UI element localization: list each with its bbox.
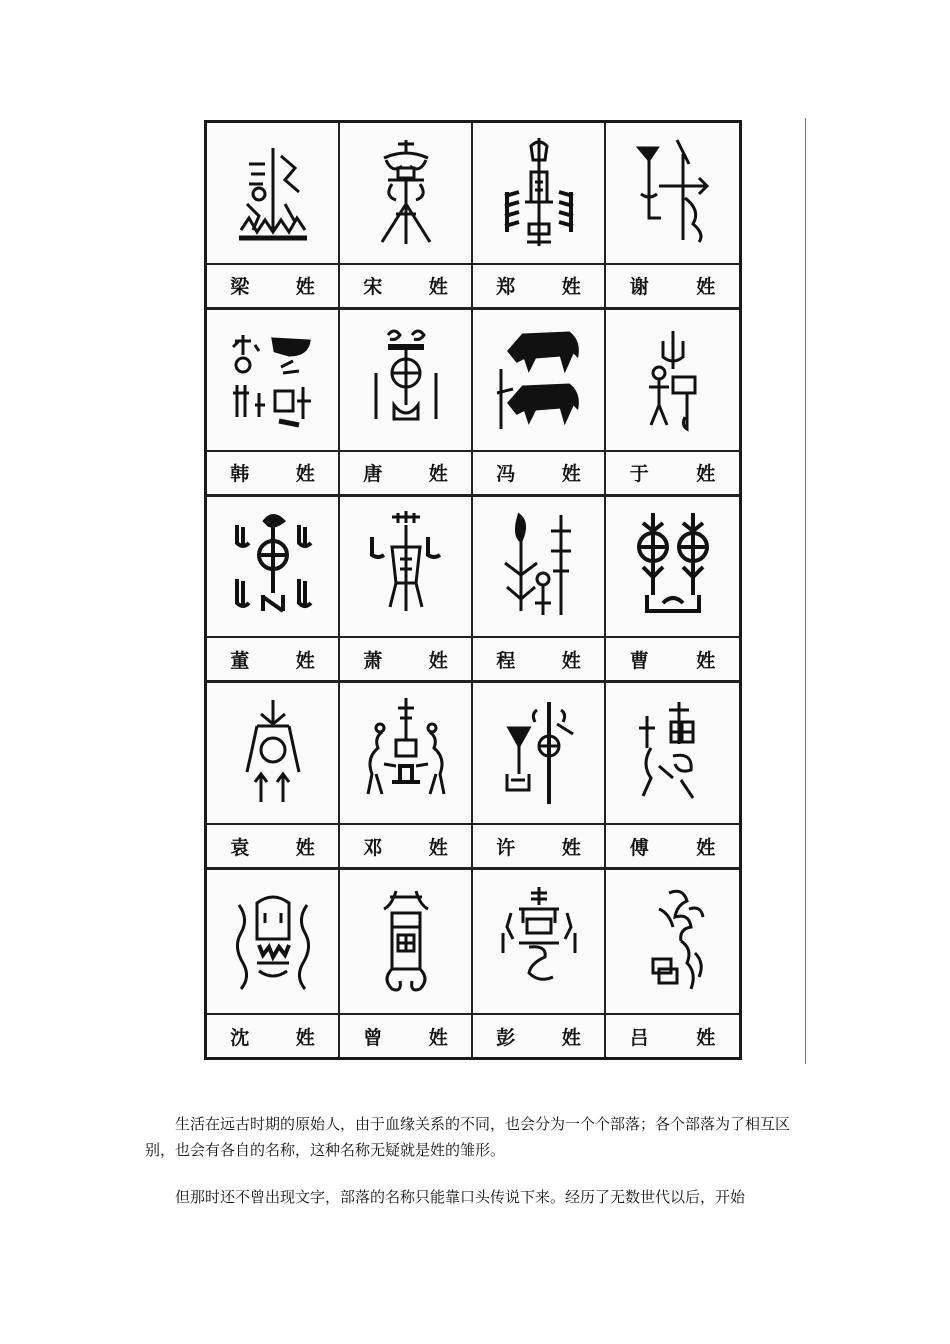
surname-suffix: 姓 — [428, 463, 448, 486]
surname-name: 董 — [230, 649, 250, 672]
surname-name: 郑 — [496, 276, 516, 299]
surname-suffix: 姓 — [561, 276, 581, 299]
surname-suffix: 姓 — [696, 1026, 716, 1049]
surname-suffix: 姓 — [295, 836, 315, 859]
surname-suffix: 姓 — [428, 649, 448, 672]
surname-name: 曾 — [363, 1026, 383, 1049]
glyph-tang-image — [340, 310, 471, 452]
glyph-zeng-image — [340, 870, 471, 1015]
body-paragraph-1: 生活在远古时期的原始人，由于血缘关系的不同，也会分为一个个部落；各个部落为了相互区别，也会有各自的名称，这种名称无疑就是姓的雏形。 — [145, 1115, 791, 1159]
glyph-zheng-image — [473, 123, 604, 265]
glyph-deng-image — [340, 683, 471, 825]
glyph-xu-image — [473, 683, 604, 825]
glyph-lv-image — [606, 870, 739, 1015]
surname-name: 韩 — [230, 463, 250, 486]
glyph-song-image — [340, 123, 471, 265]
glyph-xie-image — [606, 123, 739, 265]
surname-name: 程 — [496, 649, 516, 672]
surname-suffix: 姓 — [295, 463, 315, 486]
glyph-cell-liang — [207, 123, 340, 310]
surname-name: 袁 — [230, 836, 250, 859]
surname-suffix: 姓 — [696, 276, 716, 299]
glyph-xiao-image — [340, 497, 471, 639]
surname-name: 于 — [629, 463, 649, 486]
surname-suffix: 姓 — [696, 836, 716, 859]
surname-name: 宋 — [363, 276, 383, 299]
glyph-yuan-image — [207, 683, 338, 825]
surname-name: 唐 — [363, 463, 383, 486]
glyph-peng-image — [473, 870, 604, 1015]
surname-name: 彭 — [496, 1026, 516, 1049]
surname-suffix: 姓 — [696, 649, 716, 672]
glyph-cao-image — [606, 497, 739, 639]
glyph-cell-yuan — [207, 683, 340, 870]
glyph-cell-peng — [473, 870, 606, 1057]
surname-suffix: 姓 — [561, 649, 581, 672]
surname-suffix: 姓 — [696, 463, 716, 486]
surname-suffix: 姓 — [295, 276, 315, 299]
glyph-cell-feng — [473, 310, 606, 497]
glyph-yu-image — [606, 310, 739, 452]
surname-name: 梁 — [230, 276, 250, 299]
surname-name: 曹 — [629, 649, 649, 672]
glyph-cell-dong — [207, 497, 340, 684]
surname-suffix: 姓 — [428, 1026, 448, 1049]
surname-name: 冯 — [496, 463, 516, 486]
surname-name: 吕 — [629, 1026, 649, 1049]
glyph-cell-xiao — [340, 497, 473, 684]
glyph-cell-cao — [606, 497, 739, 684]
glyph-cell-zeng — [340, 870, 473, 1057]
glyph-cell-zheng — [473, 123, 606, 310]
glyph-cell-deng — [340, 683, 473, 870]
surname-name: 许 — [496, 836, 516, 859]
surname-name: 邓 — [363, 836, 383, 859]
glyph-han-image — [207, 310, 338, 452]
surname-suffix: 姓 — [428, 836, 448, 859]
surname-suffix: 姓 — [295, 649, 315, 672]
glyph-dong-image — [207, 497, 338, 639]
surname-name: 谢 — [629, 276, 649, 299]
surname-name: 沈 — [230, 1026, 250, 1049]
surname-suffix: 姓 — [561, 463, 581, 486]
glyph-cell-song — [340, 123, 473, 310]
glyph-cell-xu — [473, 683, 606, 870]
glyph-cell-shen — [207, 870, 340, 1057]
glyph-shen-image — [207, 870, 338, 1015]
glyph-cell-fu — [606, 683, 739, 870]
glyph-cell-lv — [606, 870, 739, 1057]
surname-suffix: 姓 — [561, 836, 581, 859]
glyph-cell-yu — [606, 310, 739, 497]
body-paragraph-2: 但那时还不曾出现文字，部落的名称只能靠口头传说下来。经历了无数世代以后，开始 — [175, 1188, 746, 1206]
surname-name: 萧 — [363, 649, 383, 672]
surname-name: 傅 — [629, 836, 649, 859]
surname-suffix: 姓 — [295, 1026, 315, 1049]
surname-suffix: 姓 — [561, 1026, 581, 1049]
glyph-fu-image — [606, 683, 739, 825]
glyph-cell-tang — [340, 310, 473, 497]
glyph-cell-han — [207, 310, 340, 497]
glyph-liang-image — [207, 123, 338, 265]
glyph-feng-image — [473, 310, 604, 452]
page-margin-rule — [805, 118, 806, 1064]
surname-suffix: 姓 — [428, 276, 448, 299]
glyph-cell-cheng — [473, 497, 606, 684]
glyph-cheng-image — [473, 497, 604, 639]
glyph-cell-xie — [606, 123, 739, 310]
clan-glyph-table — [204, 120, 742, 1060]
